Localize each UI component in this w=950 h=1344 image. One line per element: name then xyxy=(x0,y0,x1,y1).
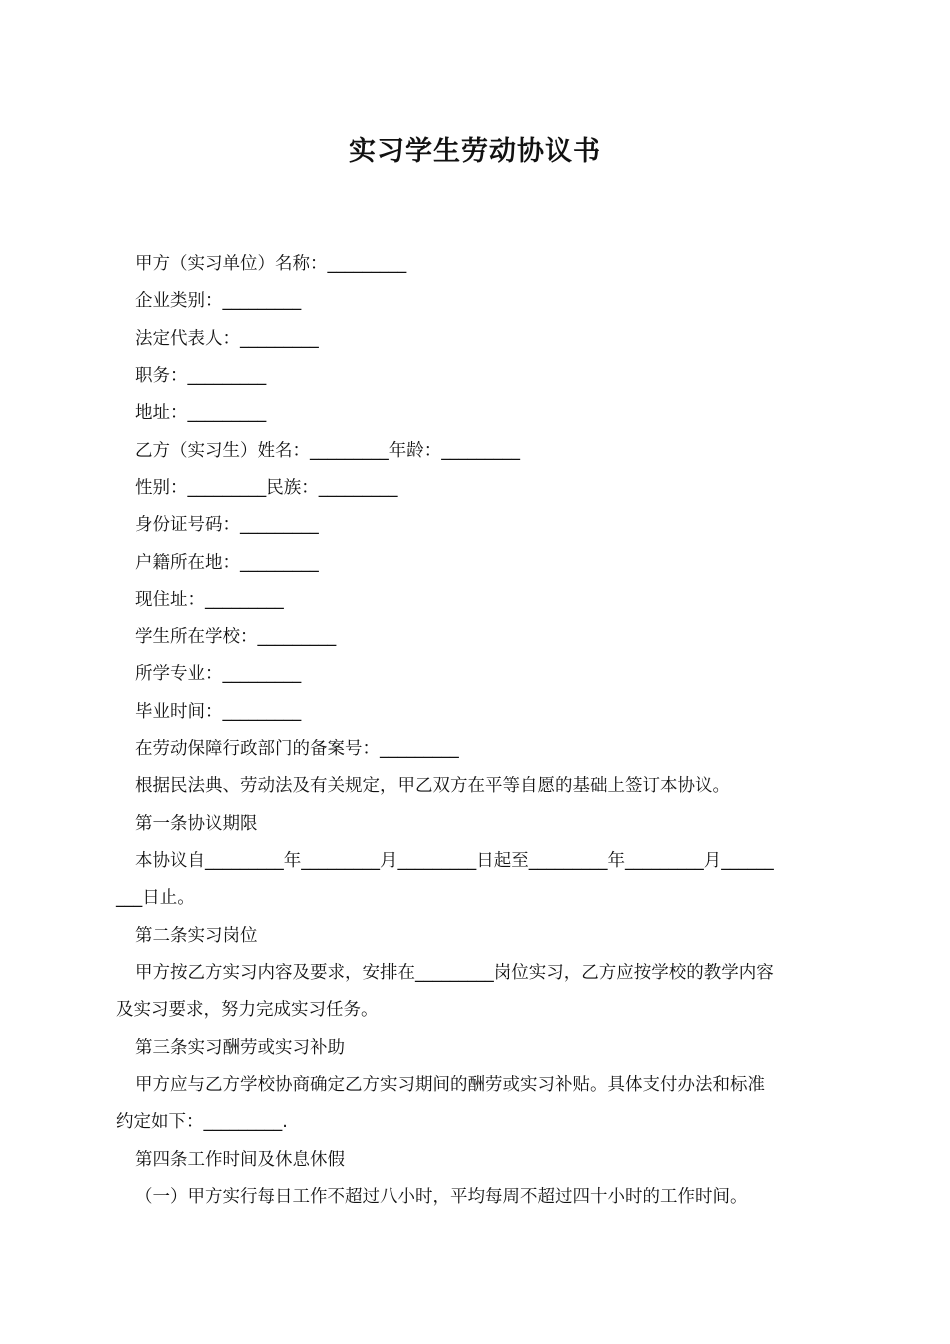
enterprise-type-line: 企业类别：_________ xyxy=(135,291,302,311)
article-3-text: 甲方应与乙方学校协商确定乙方实习期间的酬劳或实习补贴。具体支付办法和标准 xyxy=(135,1075,765,1095)
id-number-line: 身份证号码：_________ xyxy=(135,515,319,535)
graduation-time-line: 毕业时间：_________ xyxy=(135,702,302,722)
preamble-paragraph: 根据民法典、劳动法及有关规定，甲乙双方在平等自愿的基础上签订本协议。 xyxy=(135,776,730,796)
school-line: 学生所在学校：_________ xyxy=(135,627,337,647)
article-2-text: 甲方按乙方实习内容及要求，安排在_________岗位实习，乙方应按学校的教学内容 xyxy=(135,963,774,983)
article-4-heading: 第四条工作时间及休息休假 xyxy=(135,1150,345,1170)
household-registration-line: 户籍所在地：_________ xyxy=(135,553,319,573)
article-1-heading: 第一条协议期限 xyxy=(135,814,258,834)
party-b-name-age-line: 乙方（实习生）姓名：_________年龄：_________ xyxy=(135,441,520,461)
position-line: 职务：_________ xyxy=(135,366,267,386)
article-1-text: 本协议自_________年_________月_________日起至_________年_________月______ xyxy=(135,851,774,871)
article-3-text-continued: 约定如下：_________. xyxy=(116,1112,288,1132)
major-line: 所学专业：_________ xyxy=(135,664,302,684)
party-a-name-line: 甲方（实习单位）名称：_________ xyxy=(135,254,407,274)
current-address-line: 现住址：_________ xyxy=(135,590,284,610)
legal-representative-line: 法定代表人：_________ xyxy=(135,329,319,349)
article-4-clause-1: （一）甲方实行每日工作不超过八小时，平均每周不超过四十小时的工作时间。 xyxy=(135,1187,748,1207)
filing-number-line: 在劳动保障行政部门的备案号：_________ xyxy=(135,739,459,759)
article-3-heading: 第三条实习酬劳或实习补助 xyxy=(135,1038,345,1058)
address-line: 地址：_________ xyxy=(135,403,267,423)
gender-ethnicity-line: 性别：_________民族：_________ xyxy=(135,478,398,498)
article-2-heading: 第二条实习岗位 xyxy=(135,926,258,946)
article-1-text-continued: ___日止。 xyxy=(116,888,195,908)
document-title: 实习学生劳动协议书 xyxy=(349,136,601,167)
article-2-text-continued: 及实习要求，努力完成实习任务。 xyxy=(116,1000,379,1020)
